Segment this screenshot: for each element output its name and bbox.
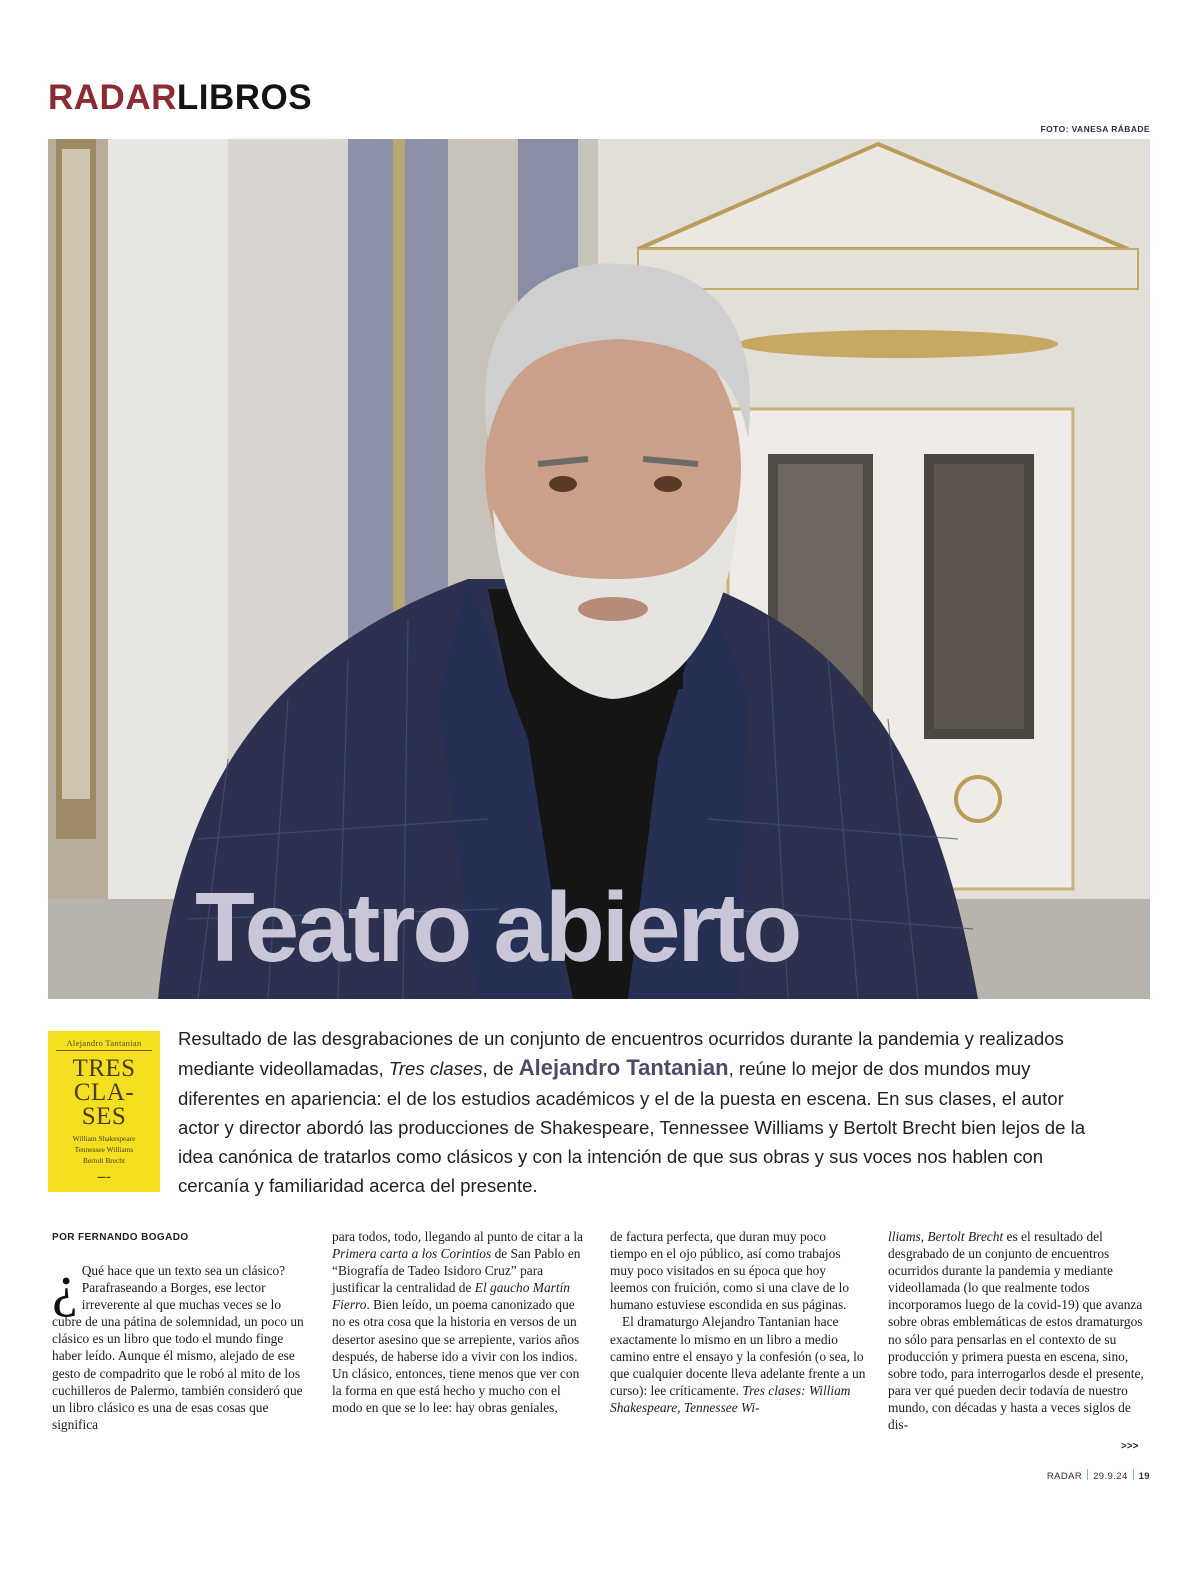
continue-marker: >>> (1121, 1441, 1139, 1452)
book-cover-title-line: SES (81, 1103, 127, 1130)
book-cover-title-line: TRES (72, 1055, 136, 1082)
footer-date: 29.9.24 (1093, 1471, 1128, 1482)
book-cover-author: Alejandro Tantanian (56, 1038, 152, 1051)
lead-book-title: Tres clases (388, 1058, 483, 1080)
byline: POR FERNANDO BOGADO (52, 1232, 189, 1243)
body-column-1: ¿ Qué hace que un texto sea un clásico? Parafraseando a Borges, ese lector irreverente al que muchas veces se lo cubre de una pátina de solemnidad, un poco un clásico es un libro que todo el mundo finge haber leído. Aunque él mismo, alejado de ese gesto de compadrito que le robó al mito de los cuchilleros de Palermo, también consideró que un libro clásico es una de esas cosas que significa (52, 1253, 304, 1432)
photo-credit: FOTO: VANESA RÁBADE (1040, 124, 1150, 134)
book-cover-title (48, 1057, 160, 1129)
lead-paragraph: Resultado de las desgrabaciones de un conjunto de encuentros ocurridos durante la pandemia y realizados mediante videollamadas, Tres clases, de Alejandro Tantanian, reúne lo mejor de dos mundos muy diferentes en apariencia: el de los estudios académicos y el de la puesta en escena. En sus clases, el autor actor y director abordó las producciones de Shakespeare, Tennessee Williams y Bertolt Brecht bien lejos de la idea canónica de tratarlos como clásicos y con la intención de que sus obras y sus voces nos hablen con cercanía y familiaridad acerca del presente. (178, 1028, 1086, 1197)
hero-photo (48, 139, 1150, 999)
book-cover-title-line: CLA- (73, 1079, 135, 1106)
body-column-3: de factura perfecta, que duran muy poco tiempo en el ojo público, así como trabajos muy poco visitados en su época que hoy leemos con fruición, como si una clave de lo humano estuviese escondida en sus páginas. El dramaturgo Alejandro Tantanian hace exactamente lo mismo en un libro a medio camino entre el ensayo y la confesión (o sea, lo que cualquier docente lleva adelante frente a un curso): lee críticamente. Tres clases: William Shakespeare, Tennessee Wi- (610, 1229, 866, 1415)
book-cover-subtitle (48, 1133, 160, 1166)
portrait-illustration (48, 139, 1150, 999)
book-cover (48, 1031, 160, 1192)
body-column-4: lliams, Bertolt Brecht es el resultado del desgrabado de un conjunto de encuentros ocurridos durante la pandemia y mediante videollamada (lo que realmente todos incorporamos luego de la covid-19) que avanza sobre obras emblemáticas de estos dramaturgos no sólo para pensarlas en el contexto de su producción y primera puesta en escena, sino, sobre todo, para interrogarlos desde el presente, para ver qué pueden decir todavía de nuestro mundo, con décadas y hasta a veces siglos de dis- (888, 1229, 1144, 1433)
book-cover-publisher-mark: ▬▬ ▬ (97, 1174, 111, 1179)
footer-separator (1087, 1469, 1088, 1480)
footer-magazine: RADAR (1046, 1471, 1083, 1482)
book-cover-subtitle-line: William Shakespeare (72, 1134, 136, 1143)
lead-author-name: Alejandro Tantanian (518, 1055, 729, 1081)
drop-cap: ¿ (52, 1253, 78, 1318)
body-column-2: para todos, todo, llegando al punto de citar a la Primera carta a los Corintios de San Pablo en “Biografía de Tadeo Isidoro Cruz” para justificar la centralidad de El gaucho Martín Fierro. Bien leído, un poema canonizado que no es otra cosa que la historia en versos de un desertor asesino que se arrepiente, varios años después, de haberse ido a vivir con los indios. Un clásico, entonces, tiene menos que ver con la forma en que está hecho y mucho con el modo en que se lo lee: hay obras geniales, (332, 1229, 583, 1415)
section-header-radar: RADAR (48, 78, 177, 117)
headline: Teatro abierto (195, 872, 800, 982)
page-number: 19 (1138, 1471, 1150, 1482)
book-cover-subtitle-line: Tennessee Williams (74, 1145, 134, 1154)
section-header (48, 78, 312, 118)
section-header-libros: LIBROS (176, 78, 313, 117)
book-cover-subtitle-line: Bertolt Brecht (82, 1156, 126, 1165)
page-footer (1047, 1469, 1150, 1482)
footer-separator (1133, 1469, 1134, 1480)
